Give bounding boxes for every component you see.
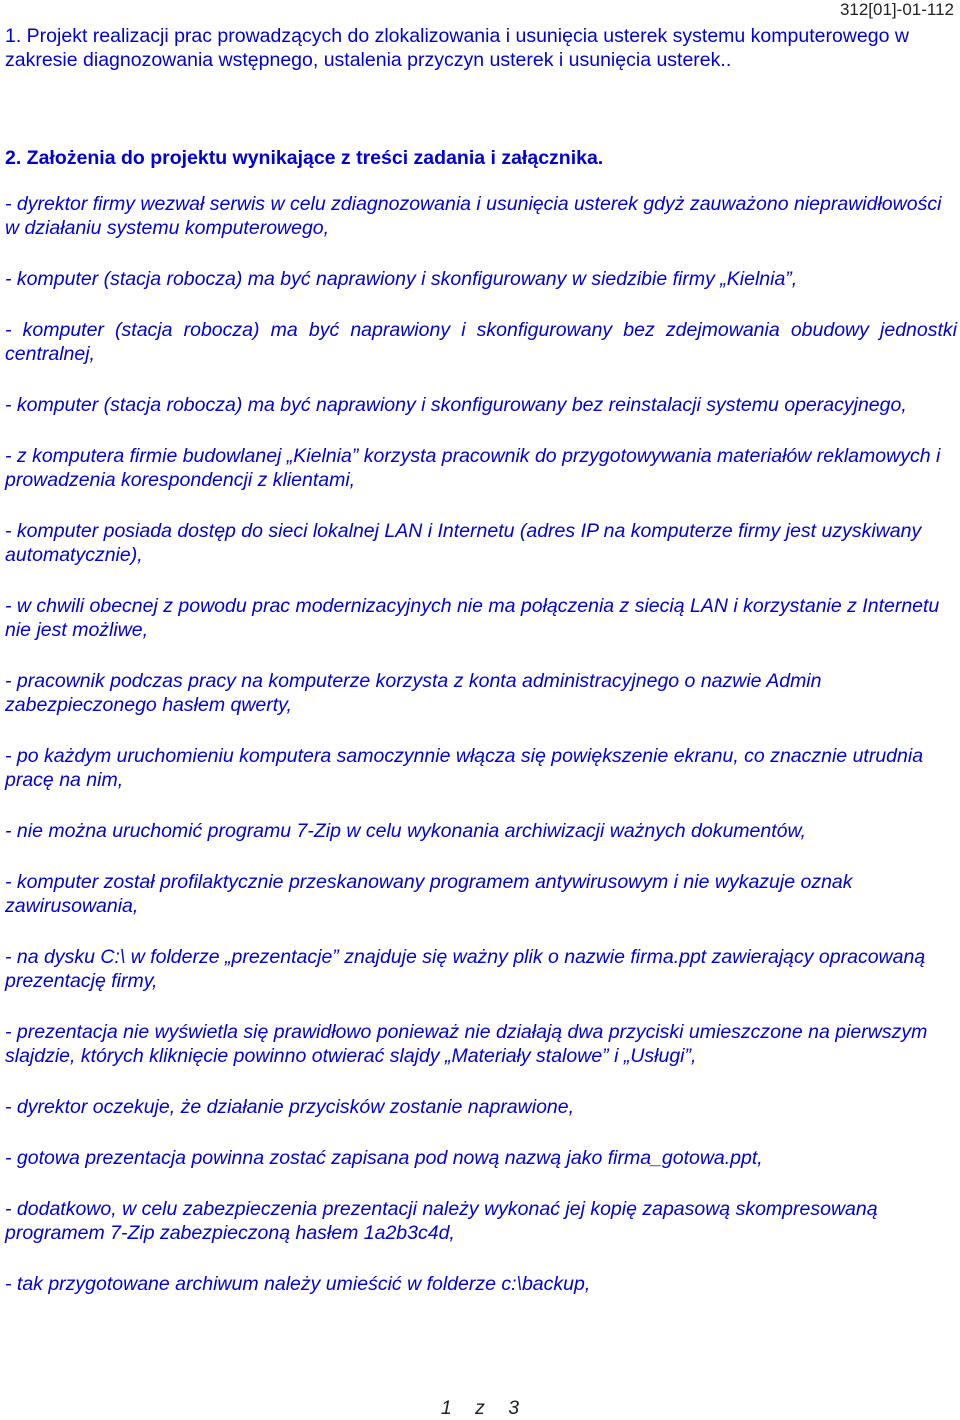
list-item: - prezentacja nie wyświetla się prawidłowo ponieważ nie działają dwa przyciski umieszczone na pierwszym slajdzie, których kliknięcie powinno otwierać slajdy „Materiały stalowe” i „Usługi”, bbox=[5, 1021, 928, 1067]
list-item: - na dysku C:\ w folderze „prezentacje” znajduje się ważny plik o nazwie firma.ppt zawierający opracowaną prezentację firmy, bbox=[5, 946, 926, 992]
list-item: - dyrektor oczekuje, że działanie przycisków zostanie naprawione, bbox=[5, 1096, 575, 1118]
list-item: - komputer został profilaktycznie przeskanowany programem antywirusowym i nie wykazuje oznak zawirusowania, bbox=[5, 871, 853, 917]
list-item: - nie można uruchomić programu 7-Zip w celu wykonania archiwizacji ważnych dokumentów, bbox=[5, 820, 806, 842]
list-item: - z komputera firmie budowlanej „Kielnia” korzysta pracownik do przygotowywania materiałów reklamowych i prowadzenia korespondencji z klientami, bbox=[5, 445, 941, 491]
list-item: - gotowa prezentacja powinna zostać zapisana pod nową nazwą jako firma_gotowa.ppt, bbox=[5, 1147, 763, 1169]
list-item: - pracownik podczas pracy na komputerze korzysta z konta administracyjnego o nazwie Admin zabezpieczonego hasłem qwerty, bbox=[5, 670, 822, 716]
assumption-list bbox=[5, 192, 957, 1323]
list-item: - komputer (stacja robocza) ma być naprawiony i skonfigurowany bez reinstalacji systemu operacyjnego, bbox=[5, 394, 907, 416]
section-heading-2: 2. Założenia do projektu wynikające z treści zadania i załącznika. bbox=[5, 147, 604, 169]
section-heading-1: 1. Projekt realizacji prac prowadzących do zlokalizowania i usunięcia usterek systemu komputerowego w zakresie diagnozowania wstępnego, ustalenia przyczyn usterek i usunięcia usterek.. bbox=[5, 25, 909, 71]
page-separator: z bbox=[475, 1397, 485, 1419]
page-total: 3 bbox=[508, 1397, 520, 1419]
list-item: - dyrektor firmy wezwał serwis w celu zdiagnozowania i usunięcia usterek gdyż zauważono nieprawidłowości w działaniu systemu komputerowego, bbox=[5, 193, 942, 239]
list-item: - w chwili obecnej z powodu prac modernizacyjnych nie ma połączenia z siecią LAN i korzystanie z Internetu nie jest możliwe, bbox=[5, 595, 940, 641]
list-item: - dodatkowo, w celu zabezpieczenia prezentacji należy wykonać jej kopię zapasową skompresowaną programem 7-Zip zabezpieczoną hasłem 1a2b3c4d, bbox=[5, 1198, 878, 1244]
list-item: - tak przygotowane archiwum należy umieścić w folderze c:\backup, bbox=[5, 1273, 591, 1295]
list-item: - po każdym uruchomieniu komputera samoczynnie włącza się powiększenie ekranu, co znacznie utrudnia pracę na nim, bbox=[5, 745, 924, 791]
list-item: - komputer (stacja robocza) ma być naprawiony i skonfigurowany bez zdejmowania obudowy jednostki centralnej, bbox=[5, 319, 957, 365]
document-code: 312[01]-01-112 bbox=[839, 0, 954, 19]
list-item: - komputer posiada dostęp do sieci lokalnej LAN i Internetu (adres IP na komputerze firmy jest uzyskiwany automatycznie), bbox=[5, 520, 922, 566]
page-number: 1 bbox=[440, 1397, 452, 1419]
list-item: - komputer (stacja robocza) ma być naprawiony i skonfigurowany w siedzibie firmy „Kielnia”, bbox=[5, 268, 798, 290]
